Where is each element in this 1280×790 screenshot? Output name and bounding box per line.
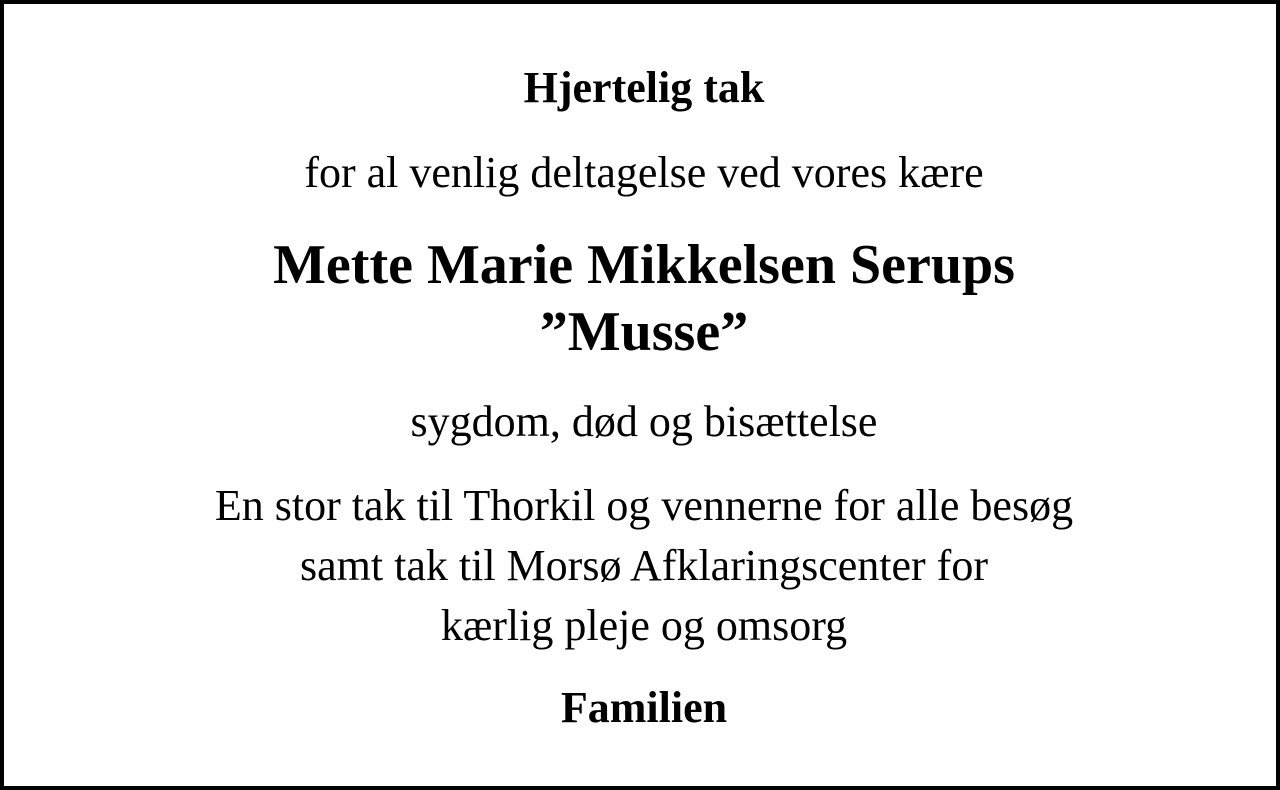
notice-body-line: En stor tak til Thorkil og vennerne for alle besøg <box>214 481 1074 530</box>
notice-heading: Hjertelig tak <box>523 63 765 112</box>
deceased-name: Mette Marie Mikkelsen Serups <box>273 234 1015 296</box>
notice-body-line: kærlig pleje og omsorg <box>440 601 848 650</box>
notice-occasion: sygdom, død og bisættelse <box>410 397 878 446</box>
notice-body-line: samt tak til Morsø Afklaringscenter for <box>300 541 988 590</box>
deceased-nickname: ”Musse” <box>539 301 749 363</box>
notice-signature: Familien <box>560 683 728 732</box>
notice-intro: for al venlig deltagelse ved vores kære <box>304 148 984 197</box>
